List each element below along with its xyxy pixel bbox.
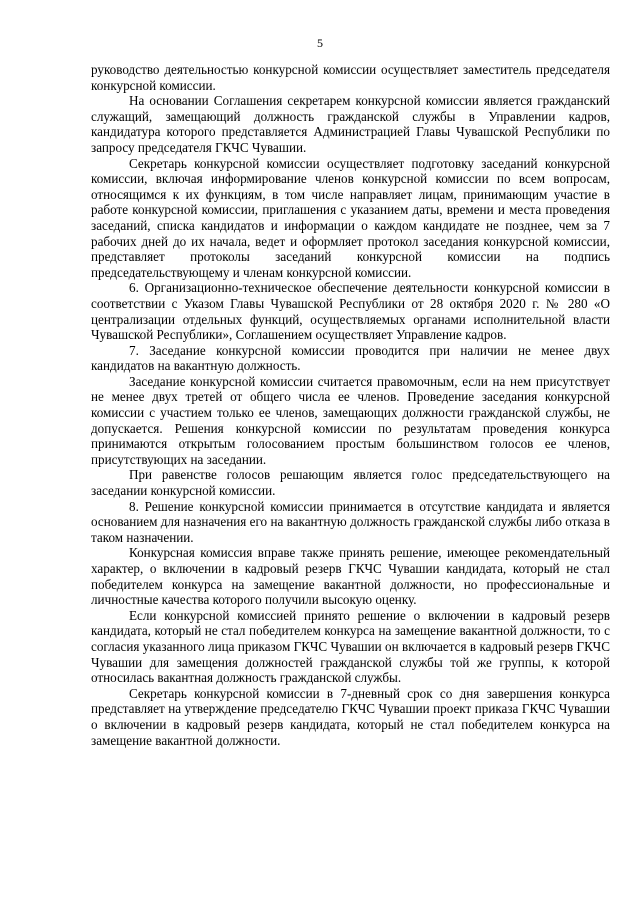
paragraph: 7. Заседание конкурсной комиссии проводится при наличии не менее двух кандидатов на вакантную должность. [91, 342, 610, 374]
paragraph: 6. Организационно-техническое обеспечение деятельности конкурсной комиссии в соответствии с Указом Главы Чувашской Республики от 28 октября 2020 г. № 280 «О централизации отдельных функций, осуществляемых органами исполнительной власти Чувашской Республики», Соглашением осуществляет Управление кадров. [91, 280, 610, 343]
paragraph: На основании Соглашения секретарем конкурсной комиссии является гражданский служащий, замещающий должность гражданской службы в Управлении кадров, кандидатура которого представляется Администрацией Главы Чувашской Республики по запросу председателя ГКЧС Чувашии. [91, 93, 610, 155]
paragraph: руководство деятельностью конкурсной комиссии осуществляет заместитель председателя конкурсной комиссии. [91, 62, 610, 93]
paragraph: Секретарь конкурсной комиссии в 7-дневный срок со дня завершения конкурса представляет на утверждение председателю ГКЧС Чувашии проект приказа ГКЧС Чувашии о включении в кадровый резерв кандидата, который не стал победителем конкурса на замещение вакантной должности. [91, 685, 610, 748]
document-body [91, 62, 610, 748]
paragraph: При равенстве голосов решающим является голос председательствующего на заседании конкурсной комиссии. [91, 467, 610, 499]
paragraph: Конкурсная комиссия вправе также принять решение, имеющее рекомендательный характер, о включении в кадровый резерв ГКЧС Чувашии кандидата, который не стал победителем конкурса на замещение вакантной должности, но профессиональные и личностные качества которого получили высокую оценку. [91, 545, 610, 608]
paragraph: Секретарь конкурсной комиссии осуществляет подготовку заседаний конкурсной комиссии, включая информирование членов конкурсной комиссии по всем вопросам, относящимся к их функциям, в том числе направляет лицам, принимающим участие в работе конкурсной комиссии, приглашения с указанием даты, времени и места проведения заседаний, списка кандидатов и информации о каждом кандидате не позднее, чем за 7 рабочих дней до их начала, ведет и оформляет протокол заседания конкурсной комиссии, представляет протоколы заседаний конкурсной комиссии на подпись председательствующему и членам конкурсной комиссии. [91, 155, 610, 280]
paragraph: Если конкурсной комиссией принято решение о включении в кадровый резерв кандидата, который не стал победителем конкурса на замещение вакантной должности, то с согласия указанного лица приказом ГКЧС Чувашии он включается в кадровый резерв ГКЧС Чувашии для замещения должностей гражданской службы той же группы, к которой относилась вакантная должность гражданской службы. [91, 607, 610, 686]
paragraph: 8. Решение конкурсной комиссии принимается в отсутствие кандидата и является основанием для назначения его на вакантную должность гражданской службы либо отказа в таком назначении. [91, 498, 610, 545]
page-number: 5 [317, 36, 323, 50]
paragraph: Заседание конкурсной комиссии считается правомочным, если на нем присутствует не менее двух третей от общего числа ее членов. Проведение заседания конкурсной комиссии с участием только ее членов, замещающих должности гражданской службы, не допускается. Решения конкурсной комиссии по результатам проведения конкурса принимаются открытым голосованием простым большинством голосов ее членов, присутствующих на заседании. [91, 373, 610, 467]
